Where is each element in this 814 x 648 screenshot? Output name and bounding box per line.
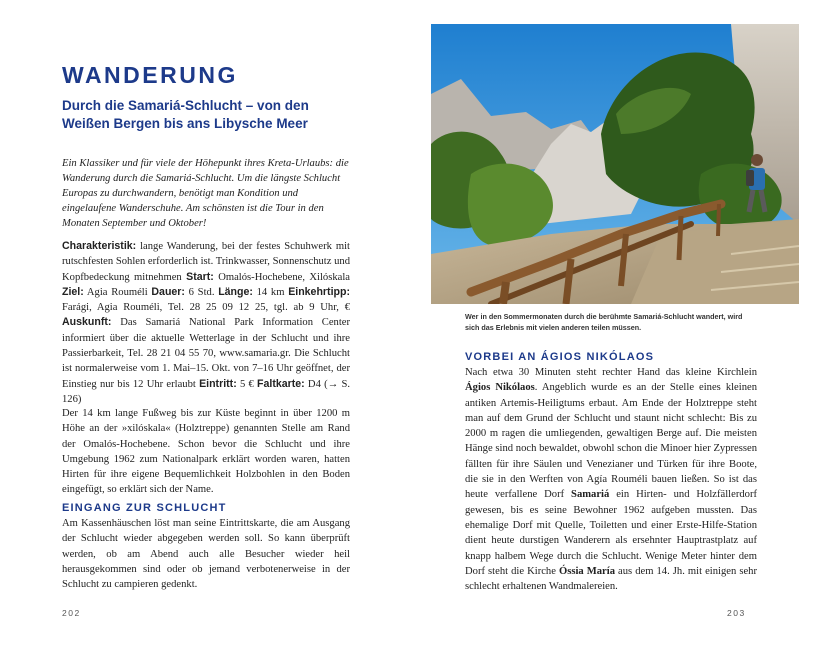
auskunft-label: Auskunft: <box>62 316 112 329</box>
charakteristik-text: lange Wanderung, bei der festes Schuhwerk mit rutschfesten Sohlen erforderlich ist. Trinkwasser, Sonnenschutz und Kopfbedeckung mitnehmen <box>62 241 350 283</box>
paragraph-part-3: ein Hirten- und Holzfällerdorf gewesen, bis es seine Bewohner 1962 aufgeben mussten. Das ehemalige Dorf mit Quelle, Toiletten und einer Erste-Hilfe-Station dient heute durstigen Wanderern als ersehnter Hauptrastplatz auf knapp halbem Wege durch die Schlucht. Wenige Meter hinter dem Dorf steht die Kirche <box>465 489 757 577</box>
laenge-label: Länge: <box>218 285 253 298</box>
faltkarte-text: D4 (→ S. 126) <box>62 378 350 405</box>
railing-post-5 <box>718 204 719 236</box>
dauer-label: Dauer: <box>151 285 185 298</box>
gorge-photo-illustration <box>431 24 799 304</box>
agios-nikolaos-section <box>465 365 757 594</box>
start-text: Omalós-Hochebene, Xilóskala <box>213 271 350 283</box>
place-samaria: Samariá <box>571 489 610 501</box>
eingang-section <box>62 516 350 592</box>
start-label: Start: <box>186 270 214 283</box>
page-number-left: 202 <box>62 608 81 618</box>
charakteristik-label: Charakteristik: <box>62 240 137 252</box>
ziel-text: Agia Rouméli <box>83 286 152 298</box>
eintritt-label: Eintritt: <box>199 377 237 390</box>
place-agios-nikolaos: Ágios Nikólaos <box>465 382 535 394</box>
faltkarte-label: Faltkarte: <box>257 377 305 390</box>
info-paragraph <box>62 239 350 407</box>
paragraph-part-1: Nach etwa 30 Minuten steht rechter Hand das kleine Kirchlein <box>465 367 757 378</box>
einkehrtipp-label: Einkehrtipp: <box>288 285 350 298</box>
paragraph-part-2: . Angeblich wurde es an der Stelle eines kleinen antiken Artemis-Heiligtums erbaut. Am Ende der Holztreppe steht man auf dem Grund der Schlucht und staunt nicht schlecht: Bis zu 2000 m ragen die umliegenden, gewaltigen Berge auf. Die meisten Hänge sind noch bewaldet, obwohl schon die Minoer hier Zypressen fällten für ihre Säulen und Venezianer und Türken für ihre Boote, die sie in den Werften von Agía Rouméli bauen ließen. So ist das heute verfallene Dorf <box>465 382 758 501</box>
railing-post-4 <box>679 216 681 260</box>
section-heading-eingang: EINGANG ZUR SCHLUCHT <box>62 502 227 514</box>
gorge-photo <box>431 24 799 304</box>
ziel-label: Ziel: <box>62 285 84 298</box>
railing-post-2 <box>566 259 571 304</box>
subtitle: Durch die Samariá-Schlucht – von den Weißen Bergen bis ans Libysche Meer <box>62 98 309 131</box>
walk-paragraph: Der 14 km lange Fußweg bis zur Küste beginnt in über 1200 m Höhe an der »xilóskala« (Holztreppe) genannten Stelle am Rand der Omalós-Hochebene. Schon bevor die Schlucht und ihre Umgebung 1962 zum Nationalpark erklärt worden waren, hatten Hirten für ihre eigene Bequemlichkeit Holzbohlen in den Boden eingefügt, so erklärt sich der Name. <box>62 408 350 496</box>
intro-paragraph: Ein Klassiker und für viele der Höhepunkt ihres Kreta-Urlaubs: die Wanderung durch die Samariá-Schlucht. Um die längste Schlucht Europas zu durchwandern, benötigt man Kondition und eingelaufene Wanderschuhe. Am schönsten ist die Tour in den Monaten September und Oktober! <box>62 158 349 229</box>
page-number-right: 203 <box>727 608 746 618</box>
page-title: WANDERUNG <box>62 62 238 88</box>
walk-section <box>62 406 350 498</box>
eingang-paragraph: Am Kassenhäuschen löst man seine Eintrittskarte, die am Ausgang der Schlucht wieder abgegeben werden soll. So kann überprüft werden, ob am Abend auch alle Besucher wieder heil herausgekommen sind oder ob jemand verbotenerweise in der Schlucht zu campieren gedenkt. <box>62 518 350 591</box>
laenge-text: 14 km <box>252 286 289 298</box>
right-page <box>407 0 814 648</box>
agios-nikolaos-paragraph <box>465 365 757 594</box>
place-ossia-maria: Óssia María <box>558 565 615 577</box>
eintritt-text: 5 € <box>236 378 258 390</box>
photo-caption: Wer in den Sommermonaten durch die berühmte Samariá-Schlucht wandert, wird sich das Erlebnis mit vielen anderen teilen müssen. <box>465 312 743 332</box>
einkehrtipp-text: Farági, Agia Rouméli, Tel. 28 25 09 12 25, tgl. ab 9 Uhr, € <box>62 302 350 314</box>
auskunft-text: Das Samariá National Park Information Center informiert über die aktuelle Wetterlage in der Schlucht und ihre Passierbarkeit, Tel. 28 21 04 55 70, www.samaria.gr. Die Schlucht ist normalerweise vom 1. Mai–15. Okt. von 7–16 Uhr geöffnet, der Einstieg nur bis 12 Uhr erlaubt <box>62 317 350 390</box>
dauer-text: 6 Std. <box>184 286 219 298</box>
section-heading-agios-nikolaos: VORBEI AN ÁGIOS NIKÓLAOS <box>465 351 655 363</box>
info-box <box>62 239 350 407</box>
railing-post-1 <box>503 282 506 304</box>
paragraph-part-4: aus dem 14. Jh. mit einigen sehr schlecht erhaltenen Wandmalereien. <box>465 565 757 593</box>
